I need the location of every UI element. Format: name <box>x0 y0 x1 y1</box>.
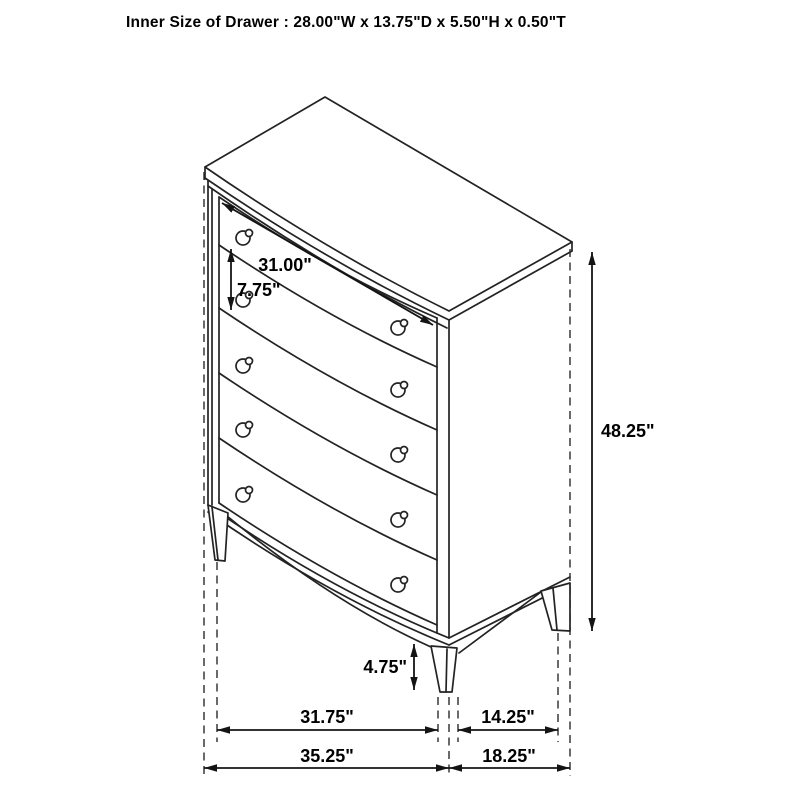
dim-label-overall-height: 48.25" <box>601 421 655 441</box>
dimension-leg-height <box>363 644 414 690</box>
dimension-overall-height <box>592 252 655 631</box>
knob-drawer5-right <box>391 577 408 593</box>
knob-drawer4-left <box>236 422 253 438</box>
side-apron-edge <box>459 592 541 653</box>
dim-label-drawer-height: 7.75" <box>237 280 281 300</box>
front-right-leg <box>431 646 457 692</box>
dim-label-front-top-width: 31.00" <box>258 255 312 275</box>
front-molding-bottom <box>208 512 449 645</box>
dim-label-overall-depth: 18.25" <box>482 746 536 766</box>
top-face <box>205 97 572 311</box>
knob-drawer1-right <box>391 320 408 336</box>
dimension-side-depth-between-legs <box>458 707 558 730</box>
knob-drawer4-right <box>391 512 408 528</box>
dim-label-leg-height: 4.75" <box>363 657 407 677</box>
base-molding <box>208 505 570 653</box>
front-right-leg-corner <box>446 649 447 692</box>
knob-drawer1-left <box>236 230 253 246</box>
knob-drawer3-right <box>391 447 408 463</box>
dim-label-overall-width: 35.25" <box>300 746 354 766</box>
dimension-overall-width <box>204 746 449 768</box>
knob-drawer5-left <box>236 487 253 503</box>
knob-drawer2-right <box>391 382 408 398</box>
dim-label-side-depth-between-legs: 14.25" <box>481 707 535 727</box>
page-title: Inner Size of Drawer : 28.00"W x 13.75"D x 5.50"H x 0.50"T <box>126 14 566 31</box>
knob-drawer3-left <box>236 358 253 374</box>
dimension-front-width-between-legs <box>217 707 438 730</box>
dim-label-front-width-between-legs: 31.75" <box>300 707 354 727</box>
dimension-overall-depth <box>449 746 570 768</box>
